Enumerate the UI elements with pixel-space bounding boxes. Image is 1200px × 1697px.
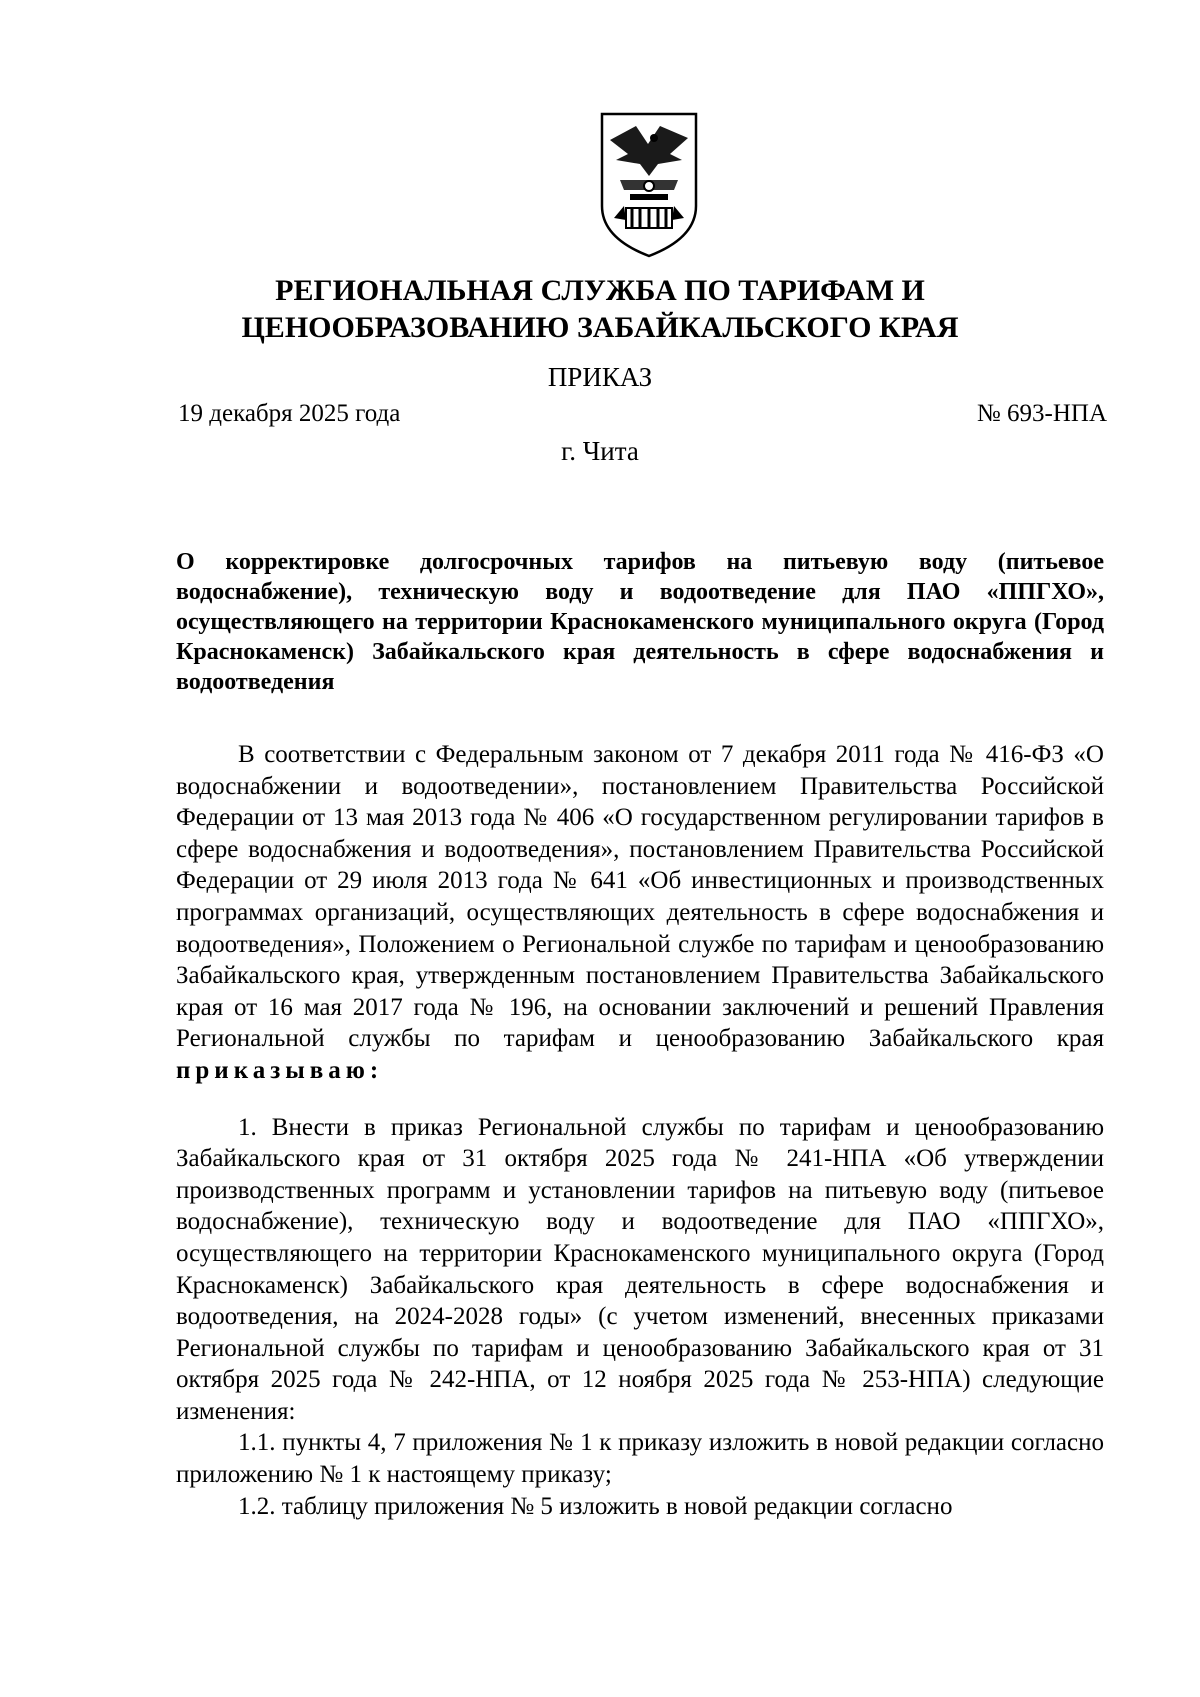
order-word: приказываю: [176, 1056, 384, 1084]
preamble-text: В соответствии с Федеральным законом от 7 декабря 2011 года № 416-ФЗ «О водоснабжении и водоотведении», постановлением Правительства Российской Федерации от 13 мая 2013 года № 406 «О государственном регулировании тарифов в сфере водоснабжения и водоотведения», постановлением Правительства Российской Федерации от 29 июля 2013 года № 641 «Об инвестиционных и производственных программах организаций, осуществляющих деятельность в сфере водоснабжения и водоотведения», Положением о Региональной службе по тарифам и ценообразованию Забайкальского края, утвержденным постановлением Правительства Забайкальского края от 16 мая 2017 года № 196, на основании заключений и решений Правления Региональной службы по тарифам и ценообразованию Забайкальского края [176, 741, 1104, 1053]
document-number: № 693-НПА [976, 400, 1107, 427]
document-date: 19 декабря 2025 года [178, 400, 401, 427]
org-title: РЕГИОНАЛЬНАЯ СЛУЖБА ПО ТАРИФАМ И ЦЕНООБРАЗОВАНИЮ ЗАБАЙКАЛЬСКОГО КРАЯ [241, 274, 959, 344]
coat-of-arms-emblem [596, 110, 702, 260]
document-type: ПРИКАЗ [547, 362, 653, 392]
document-body [176, 739, 1104, 1522]
document-subject: О корректировке долгосрочных тарифов на питьевую воду (питьевое водоснабжение), техническую воду и водоотведение для ПАО «ППГХО», осуществляющего на территории Краснокаменского муниципального округа (Город Краснокаменск) Забайкальского края деятельность в сфере водоснабжения и водоотведения [176, 549, 1104, 695]
item-1-1-paragraph: 1.1. пункты 4, 7 приложения № 1 к приказу изложить в новой редакции согласно приложению № 1 к настоящему приказу; [176, 1429, 1104, 1489]
item-1-2-paragraph: 1.2. таблицу приложения № 5 изложить в новой редакции согласно [238, 1492, 953, 1520]
preamble-paragraph [176, 739, 1104, 1087]
item-1-paragraph: 1. Внести в приказ Региональной службы по тарифам и ценообразованию Забайкальского края от 31 октября 2025 года № 241-НПА «Об утверждении производственных программ и установлении тарифов на питьевую воду (питьевое водоснабжение), техническую воду и водоотведение для ПАО «ППГХО», осуществляющего на территории Краснокаменского муниципального округа (Город Краснокаменск) Забайкальского края деятельность в сфере водоснабжения и водоотведения, на 2024-2028 годы» (с учетом изменений, внесенных приказами Региональной службы по тарифам и ценообразованию Забайкальского края от 31 октября 2025 года № 242-НПА, от 12 ноября 2025 года № 253-НПА) следующие изменения: [176, 1113, 1104, 1425]
document-city: г. Чита [561, 436, 639, 466]
